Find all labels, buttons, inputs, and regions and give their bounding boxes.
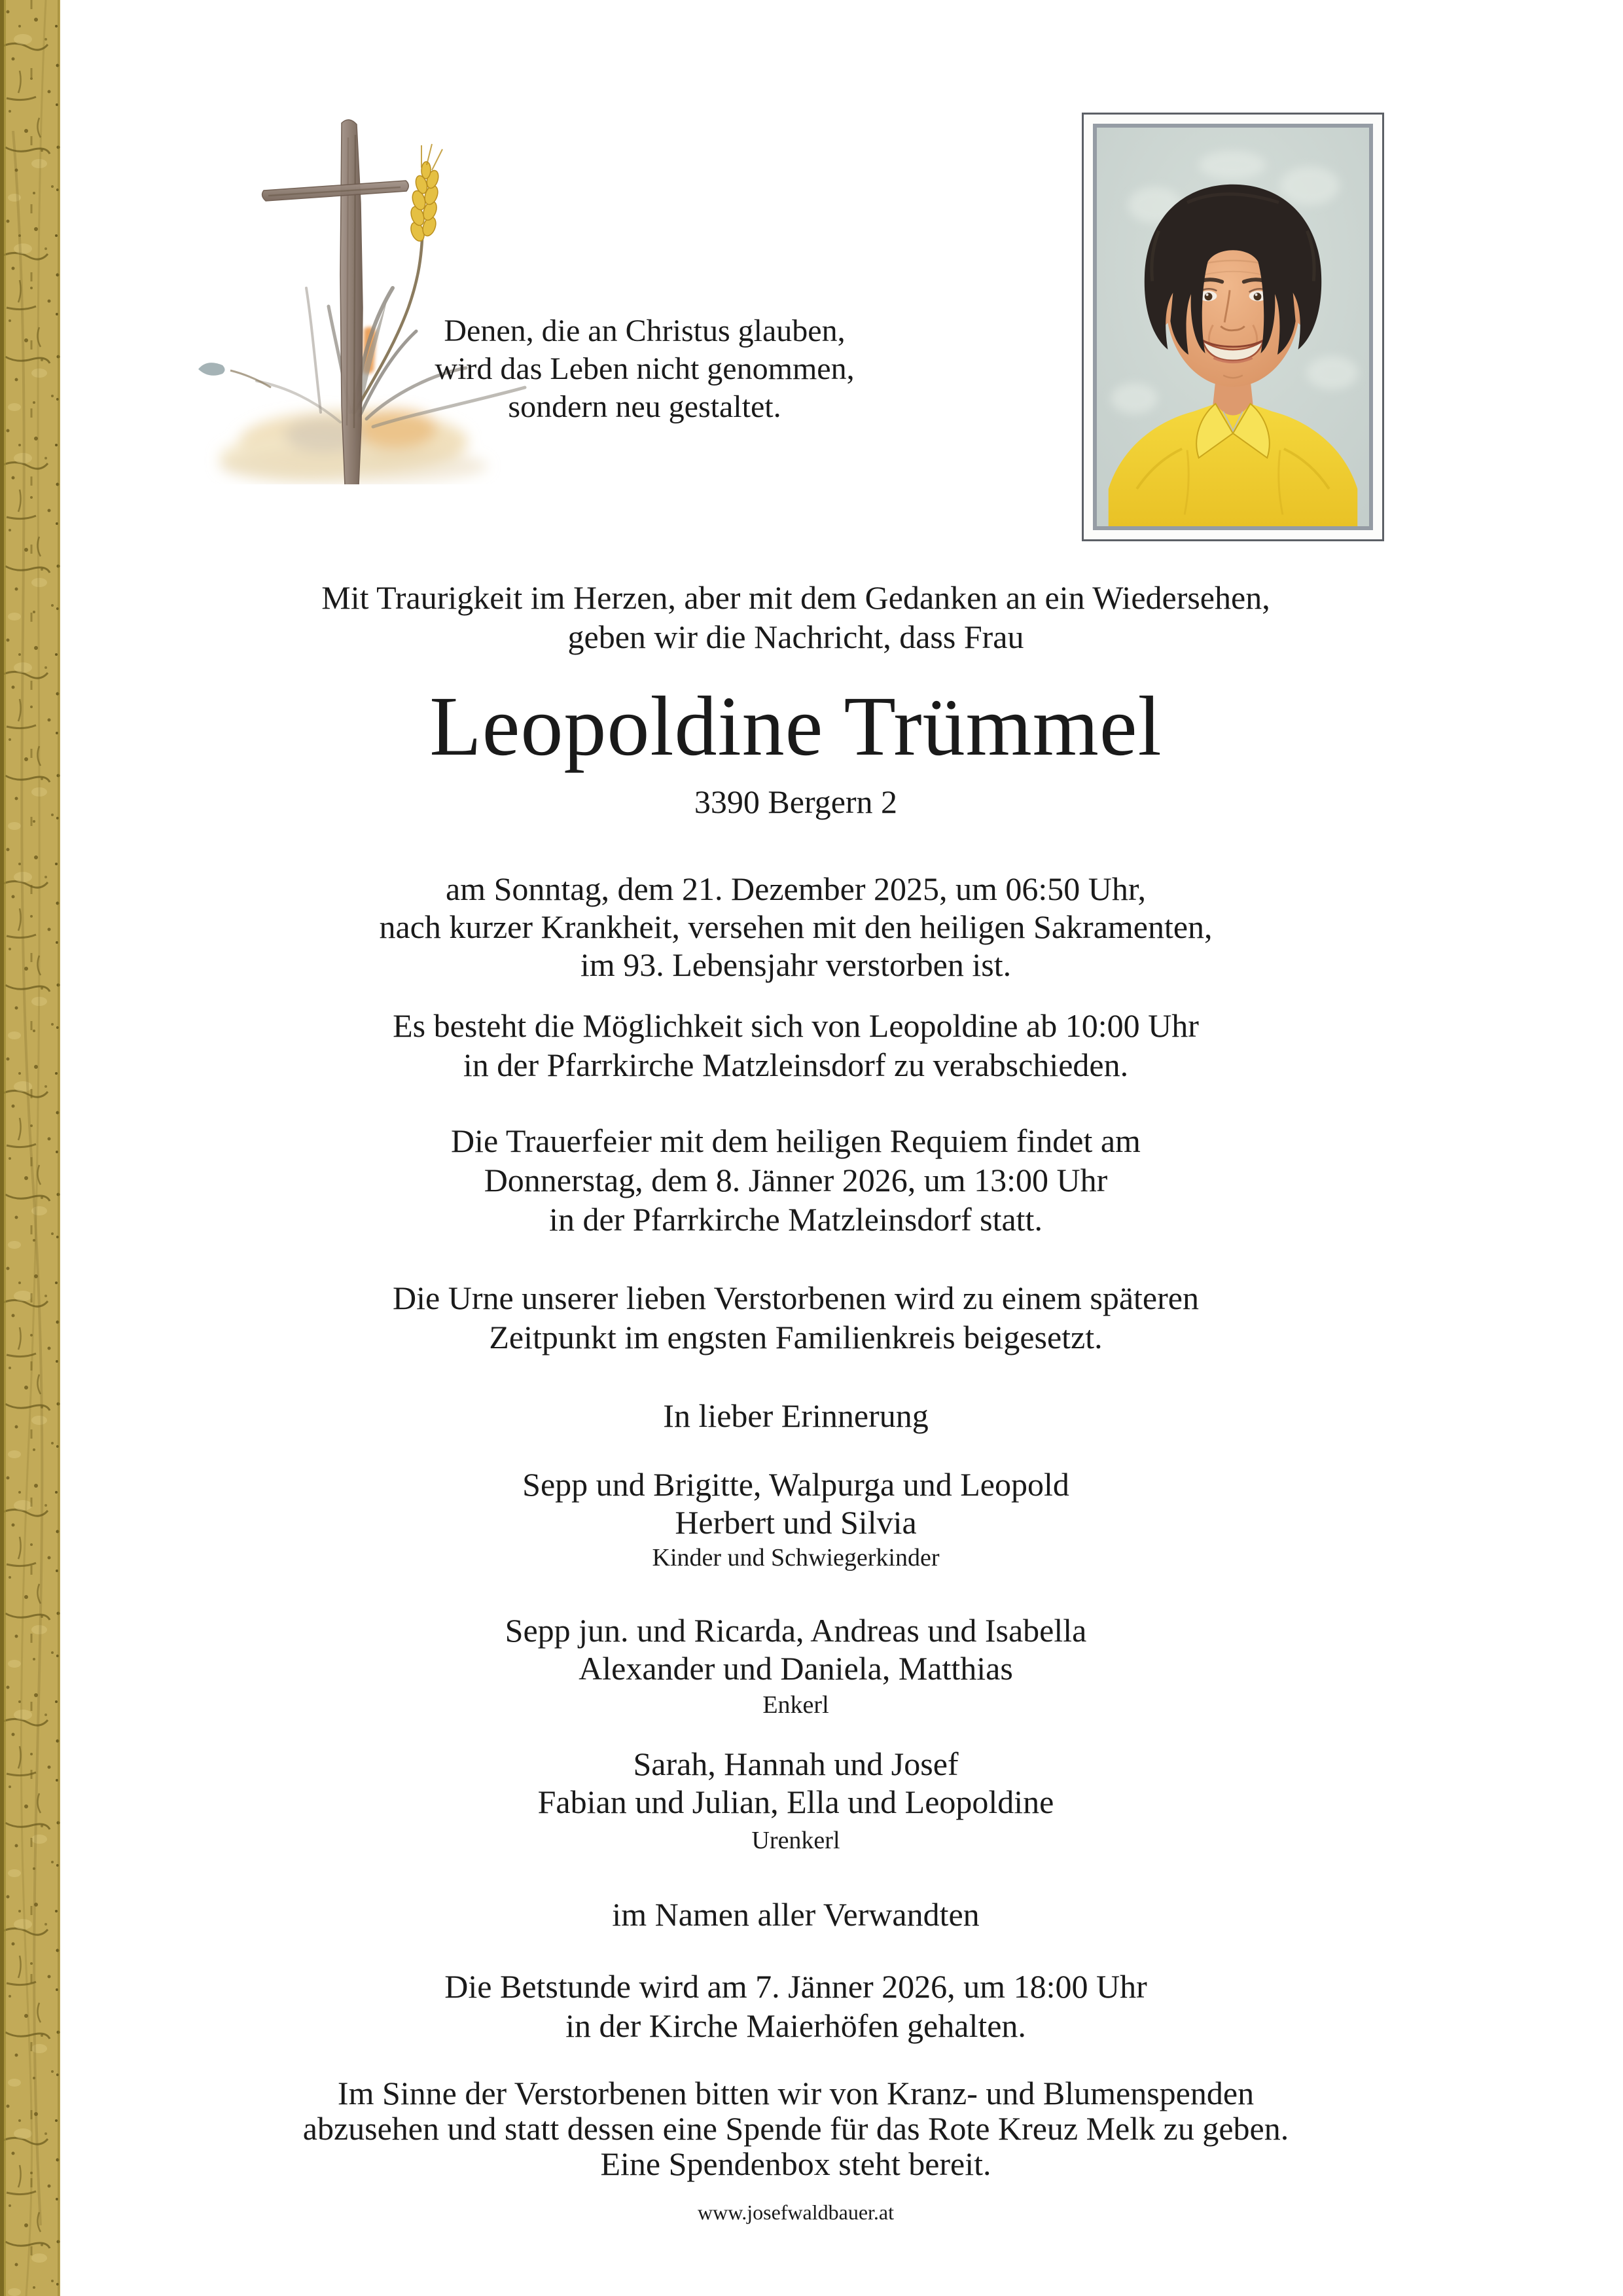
death-line: am Sonntag, dem 21. Dezember 2025, um 06:50 Uhr, bbox=[445, 870, 1147, 907]
donation-line: abzusehen und statt dessen eine Spende für das Rote Kreuz Melk zu geben. bbox=[302, 2110, 1289, 2147]
betstunde-line: Die Betstunde wird am 7. Jänner 2026, um 18:00 Uhr bbox=[444, 1968, 1147, 2005]
quote-block bbox=[383, 312, 906, 426]
mourners-relation-grandchildren: Enkerl bbox=[762, 1691, 829, 1719]
farewell-paragraph bbox=[63, 1006, 1529, 1085]
urn-paragraph bbox=[63, 1278, 1529, 1357]
donation-line: Im Sinne der Verstorbenen bitten wir von Kranz- und Blumenspenden bbox=[337, 2075, 1255, 2111]
website-line: www.josefwaldbauer.at bbox=[697, 2200, 895, 2224]
funeral-paragraph bbox=[63, 1121, 1529, 1239]
deceased-name: Leopoldine Trümmel bbox=[429, 679, 1162, 774]
mourners-group-greatgrandchildren bbox=[63, 1745, 1529, 1821]
intro-paragraph bbox=[63, 578, 1529, 656]
deceased-address: 3390 Bergern 2 bbox=[694, 783, 898, 820]
closing-line: im Namen aller Verwandten bbox=[612, 1896, 980, 1933]
betstunde-paragraph bbox=[63, 1967, 1529, 2045]
mourner-line: Fabian und Julian, Ella und Leopoldine bbox=[537, 1784, 1054, 1820]
remembrance-heading: In lieber Erinnerung bbox=[663, 1397, 929, 1434]
portrait-photo-mat bbox=[1093, 124, 1373, 530]
intro-line: geben wir die Nachricht, dass Frau bbox=[567, 619, 1024, 655]
death-paragraph bbox=[63, 870, 1529, 984]
mourners-relation-greatgrandchildren: Urenkerl bbox=[751, 1827, 840, 1854]
portrait-illustration bbox=[1097, 128, 1369, 526]
funeral-line: Donnerstag, dem 8. Jänner 2026, um 13:00 Uhr bbox=[484, 1162, 1108, 1198]
funeral-line: Die Trauerfeier mit dem heiligen Requiem findet am bbox=[451, 1122, 1141, 1159]
mourner-line: Herbert und Silvia bbox=[675, 1504, 917, 1541]
death-line: nach kurzer Krankheit, versehen mit den heiligen Sakramenten, bbox=[379, 908, 1213, 945]
portrait-photo bbox=[1082, 113, 1384, 541]
urn-line: Zeitpunkt im engsten Familienkreis beigesetzt. bbox=[489, 1319, 1103, 1355]
urn-line: Die Urne unserer lieben Verstorbenen wird zu einem späteren bbox=[393, 1280, 1199, 1316]
mourner-line: Alexander und Daniela, Matthias bbox=[579, 1650, 1013, 1687]
quote-line: sondern neu gestaltet. bbox=[508, 389, 781, 424]
farewell-line: in der Pfarrkirche Matzleinsdorf zu verabschieden. bbox=[463, 1047, 1129, 1083]
intro-line: Mit Traurigkeit im Herzen, aber mit dem Gedanken an ein Wiedersehen, bbox=[321, 579, 1270, 616]
mourner-line: Sepp und Brigitte, Walpurga und Leopold bbox=[522, 1466, 1069, 1503]
gold-border-strip bbox=[0, 0, 62, 2296]
funeral-line: in der Pfarrkirche Matzleinsdorf statt. bbox=[549, 1201, 1043, 1238]
mourner-line: Sarah, Hannah und Josef bbox=[633, 1746, 959, 1782]
donation-line: Eine Spendenbox steht bereit. bbox=[600, 2145, 991, 2182]
quote-line: Denen, die an Christus glauben, bbox=[444, 314, 846, 348]
mourners-group-grandchildren bbox=[63, 1611, 1529, 1687]
death-line: im 93. Lebensjahr verstorben ist. bbox=[580, 946, 1012, 983]
betstunde-line: in der Kirche Maierhöfen gehalten. bbox=[565, 2007, 1026, 2044]
mourners-group-children bbox=[63, 1465, 1529, 1541]
mourner-line: Sepp jun. und Ricarda, Andreas und Isabella bbox=[505, 1612, 1087, 1649]
quote-line: wird das Leben nicht genommen, bbox=[435, 351, 855, 386]
mourners-relation-children: Kinder und Schwiegerkinder bbox=[652, 1544, 940, 1571]
farewell-line: Es besteht die Möglichkeit sich von Leopoldine ab 10:00 Uhr bbox=[393, 1007, 1199, 1044]
donation-paragraph bbox=[63, 2075, 1529, 2181]
